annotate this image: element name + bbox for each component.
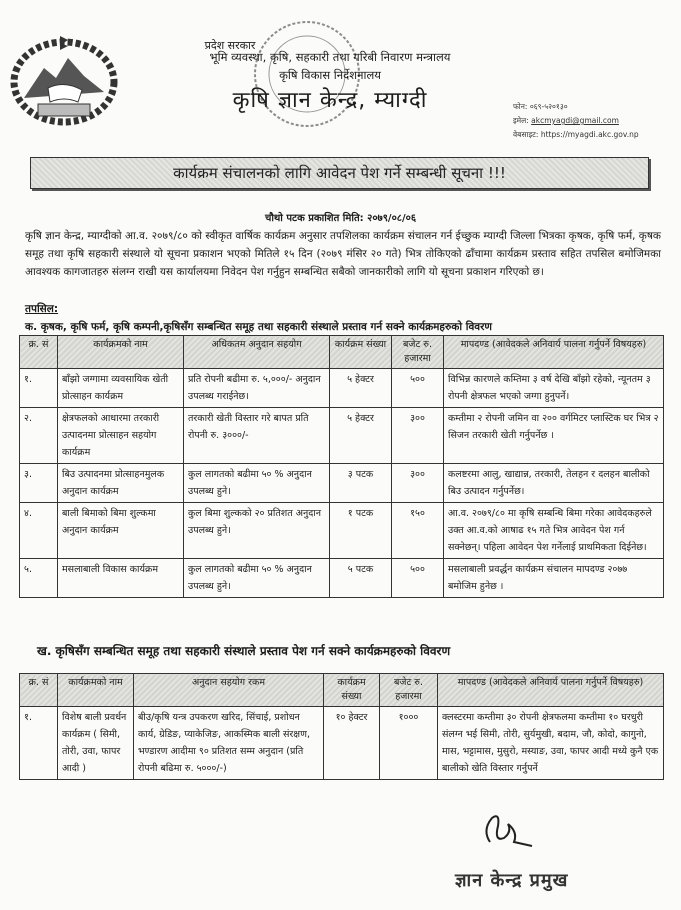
section-b-table	[19, 673, 664, 780]
col-header: कार्यक्रम संख्या	[330, 336, 392, 369]
website-link[interactable]: https://myagdi.akc.gov.np	[540, 130, 639, 139]
website-line	[513, 128, 639, 142]
serial-cell: ३.	[20, 464, 58, 503]
ministry-name: भूमि व्यवस्था, कृषि, सहकारी तथा गरिबी निवारण मन्त्रालय	[209, 50, 451, 64]
col-header: मापदण्ड (आवेदकले अनिवार्य पालना गर्नुपर्ने विषयहरु)	[438, 674, 664, 707]
grant-cell: कुल लागतको बढीमा ५० % अनुदान उपलब्ध हुने।	[184, 559, 330, 598]
count-cell: १ पटक	[330, 503, 392, 559]
section-a-table	[19, 335, 664, 598]
table-row	[20, 503, 664, 559]
program-name-cell: बाली बिमाको बिमा शुल्कमा अनुदान कार्यक्रम	[58, 503, 184, 559]
grant-cell: तरकारी खेती विस्तार गरे बापत प्रति रोपनी रु. ३०००/-	[184, 408, 330, 464]
criteria-cell: मसलाबाली प्रवर्द्धन कार्यक्रम संचालन मापदण्ड २०७७ बमोजिम हुनेछ ।	[444, 559, 664, 598]
col-header: बजेट रु. हजारमा	[380, 674, 438, 707]
program-name-cell: मसलाबाली विकास कार्यक्रम	[58, 559, 184, 598]
program-name-cell: क्षेत्रफलको आधारमा तरकारी उत्पादनमा प्रोत्साहन सहयोग कार्यक्रम	[58, 408, 184, 464]
count-cell: १० हेक्टर	[324, 707, 380, 780]
table-row	[20, 707, 664, 780]
criteria-cell: कलष्टरमा आलु, खाद्यान्न, तरकारी, तेलहन र दलहन बालीको बिउ उत्पादन गर्नुपर्नेछ।	[444, 464, 664, 503]
email-line	[513, 114, 639, 128]
col-header: मापदण्ड (आवेदकले अनिवार्य पालना गर्नुपर्ने विषयहरु)	[444, 336, 664, 369]
table-row	[20, 369, 664, 408]
grant-cell: बीउ/कृषि यन्त्र उपकरण खरिद, सिंचाई, प्रशोधन कार्य, ग्रेडिङ, प्याकेजिङ, आकस्मिक बाली संरक्षण, भण्डारण आदीमा ९० प्रतिशत सम्म अनुदान (प्रति रोपनी बढिमा रु. ५०००/-)	[134, 707, 324, 780]
criteria-cell: आ.व. २०७९/८० मा कृषि सम्बन्धि बिमा गरेका आवेदकहरुले उक्त आ.व.को आषाढ १५ गते भित्र आवेदन पेश गर्न सक्नेछन्। पहिला आवेदन पेश गर्नेलाई प्राथमिकता दिईनेछ।	[444, 503, 664, 559]
col-header: बजेट रु. हजारमा	[392, 336, 444, 369]
col-header: क्र. सं	[20, 336, 58, 369]
budget-cell: ५००	[392, 369, 444, 408]
budget-cell: १०००	[380, 707, 438, 780]
table-header-row	[20, 336, 664, 369]
col-header: अनुदान सहयोग रकम	[134, 674, 324, 707]
criteria-cell: क्लस्टरमा कम्तीमा ३० रोपनी क्षेत्रफलमा कम्तीमा १० घरधुरी संलग्न भई सिमी, तोरी, सुर्यमुखी, बदाम, जौ, कोदो, कागुनो, मास, भट्टामास, मुसुरो, मस्याङ, उवा, फापर आदी मध्ये कुनै एक बालीको खेति विस्तार गर्नुपर्ने	[438, 707, 664, 780]
col-header: क्र. सं	[20, 674, 58, 707]
office-name: कृषि ज्ञान केन्द्र, म्याग्दी	[232, 88, 428, 113]
col-header: अधिकतम अनुदान सहयोग	[184, 336, 330, 369]
grant-cell: कुल लागतको बढीमा ५० % अनुदान उपलब्ध हुने।	[184, 464, 330, 503]
count-cell: ५ हेक्टर	[330, 369, 392, 408]
table-row	[20, 559, 664, 598]
phone-number: ०६९-५२०१३०	[529, 102, 568, 111]
state-government-label: प्रदेश सरकार	[204, 39, 256, 52]
contact-block	[513, 100, 639, 142]
phone-line	[513, 100, 639, 114]
criteria-cell: कम्तीमा २ रोपनी जमिन वा २०० वर्गमिटर प्लास्टिक घर भित्र २ सिजन तरकारी खेती गर्नुपर्नेछ ।	[444, 408, 664, 464]
serial-cell: ५.	[20, 559, 58, 598]
budget-cell: १५०	[392, 503, 444, 559]
grant-cell: कुल बिमा शुल्कको २० प्रतिशत अनुदान उपलब्ध हुने।	[184, 503, 330, 559]
email-link[interactable]: akcmyagdi@gmail.com	[531, 116, 619, 125]
table-header-row	[20, 674, 664, 707]
serial-cell: १.	[20, 707, 58, 780]
budget-cell: ३००	[392, 464, 444, 503]
count-cell: ५ पटक	[330, 559, 392, 598]
program-name-cell: बाँझो जग्गामा व्यवसायिक खेती प्रोत्साहन कार्यक्रम	[58, 369, 184, 408]
col-header: कार्यक्रमको नाम	[58, 674, 134, 707]
serial-cell: ४.	[20, 503, 58, 559]
section-b-heading: ख. कृषिसँग सम्बन्धित समूह तथा सहकारी संस्थाले प्रस्ताव पेश गर्न सक्ने कार्यक्रमहरुको विवरण	[37, 644, 451, 658]
criteria-cell: विभिन्न कारणले कम्तिमा ३ वर्ष देखि बाँझो रहेको, न्यूनतम ३ रोपनी क्षेत्रफल भएको जग्गा हुनुपर्ने।	[444, 369, 664, 408]
col-header: कार्यक्रम संख्या	[324, 674, 380, 707]
col-header: कार्यक्रमको नाम	[58, 336, 184, 369]
serial-cell: २.	[20, 408, 58, 464]
table-row	[20, 464, 664, 503]
budget-cell: ५००	[392, 559, 444, 598]
program-name-cell: विशेष बाली प्रवर्धन कार्यक्रम ( सिमी, तोरी, उवा, फापर आदी )	[58, 707, 134, 780]
table-row	[20, 408, 664, 464]
program-name-cell: बिउ उत्पादनमा प्रोत्साहनमुलक अनुदान कार्यक्रम	[58, 464, 184, 503]
phone-label: फोन:	[513, 102, 528, 111]
details-label: तपसिल:	[25, 303, 59, 315]
directorate-name: कृषि विकास निर्देशनालय	[279, 68, 381, 82]
handwritten-signature-icon	[478, 812, 538, 852]
budget-cell: ३००	[392, 408, 444, 464]
email-label: इमेल:	[513, 116, 529, 125]
grant-cell: प्रति रोपनी बढीमा रु. ५,०००/- अनुदान उपलब्ध गराईनेछ।	[184, 369, 330, 408]
section-a-heading: क. कृषक, कृषि फर्म, कृषि कम्पनी,कृषिसँग सम्बन्धित समूह तथा सहकारी संस्थाले प्रस्ताव गर्न सक्ने कार्यक्रमहरुको विवरण	[25, 321, 493, 333]
count-cell: ५ हेक्टर	[330, 408, 392, 464]
notice-title: कार्यक्रम संचालनको लागि आवेदन पेश गर्ने सम्बन्धी सूचना !!!	[30, 157, 649, 189]
website-label: वेबसाइट:	[513, 130, 539, 139]
signatory-title: ज्ञान केन्द्र प्रमुख	[455, 870, 569, 891]
publication-date: चौथो पटक प्रकाशित मिति: २०७९/०८/०६	[264, 213, 417, 224]
notice-intro: कृषि ज्ञान केन्द्र, म्याग्दीको आ.व. २०७९/८० को स्वीकृत वार्षिक कार्यक्रम अनुसार तपशिलका कार्यक्रम संचालन गर्न ईच्छुक म्याग्दी जिल्ला भित्रका कृषक, कृषि फर्म, कृषक समूह तथा कृषि सहकारी संस्थाले यो सूचना प्रकाशन भएको मितिले १५ दिन (२०७९ मंसिर २० गते) भित्र तोकिएको ढाँचामा कार्यक्रम प्रस्ताव सहित तपसिल बमोजिमका आवश्यक कागजातहरु संलग्न राखी यस कार्यालयमा निवेदन पेश गर्नुहुन सम्बन्धित सबैको जानकारीको लागि यो सूचना प्रकाशन गरिएको छ।	[25, 230, 661, 278]
count-cell: ३ पटक	[330, 464, 392, 503]
serial-cell: १.	[20, 369, 58, 408]
